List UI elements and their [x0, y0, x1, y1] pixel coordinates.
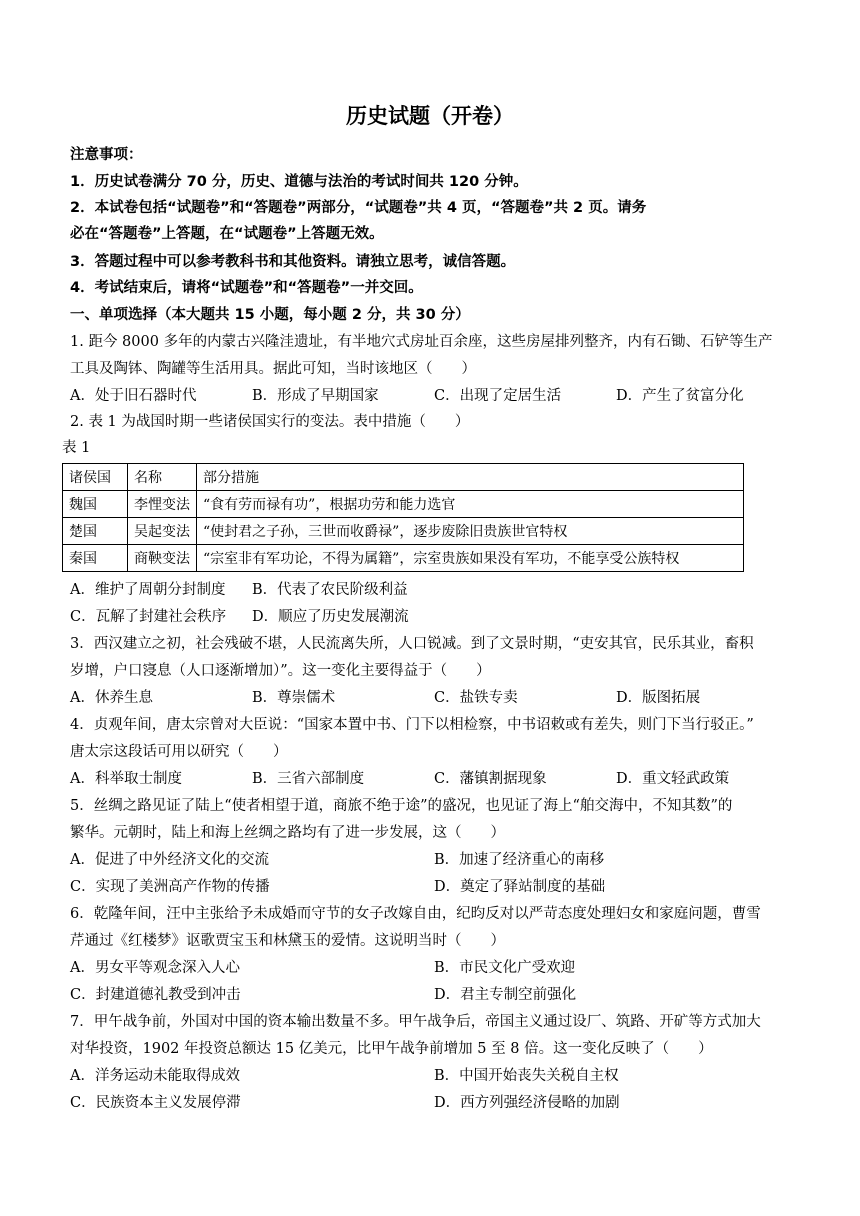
table-cell: 商鞅变法: [128, 545, 197, 572]
q2-option-c: C．瓦解了封建社会秩序: [70, 609, 227, 625]
notice-item: 3．答题过程中可以参考教科书和其他资料。请独立思考，诚信答题。: [70, 254, 516, 270]
question-5-text: 繁华。元朝时，陆上和海上丝绸之路均有了进一步发展，这（ ）: [70, 825, 505, 841]
q6-option-d: D．君主专制空前强化: [434, 987, 577, 1003]
table-cell: “使封君之子孙，三世而收爵禄”，逐步废除旧贵族世官特权: [197, 518, 744, 545]
q5-option-d: D．奠定了驿站制度的基础: [434, 879, 606, 895]
table-header-cell: 诸侯国: [63, 464, 128, 491]
question-6-text: 6．乾隆年间，汪中主张给予未成婚而守节的女子改嫁自由，纪昀反对以严苛态度处理妇女和家庭问题，曹雪: [70, 906, 761, 922]
q4-option-b: B．三省六部制度: [252, 771, 365, 787]
question-4-text: 4．贞观年间，唐太宗曾对大臣说：“国家本置中书、门下以相检察，中书诏敕或有差失，则门下当行驳正。”: [70, 717, 754, 733]
table-header-cell: 部分措施: [197, 464, 744, 491]
question-6-text: 芹通过《红楼梦》讴歌贾宝玉和林黛玉的爱情。这说明当时（ ）: [70, 933, 505, 949]
q3-option-a: A．休养生息: [70, 690, 153, 706]
q7-option-c: C．民族资本主义发展停滞: [70, 1095, 241, 1111]
question-4-text: 唐太宗这段话可用以研究（ ）: [70, 744, 288, 760]
section-heading: 一、单项选择（本大题共 15 小题，每小题 2 分，共 30 分）: [70, 307, 470, 323]
question-7-text: 对华投资，1902 年投资总额达 15 亿美元，比甲午战争前增加 5 至 8 倍。这一变化反映了（ ）: [70, 1041, 713, 1057]
table-cell: 吴起变法: [128, 518, 197, 545]
notice-heading: 注意事项：: [70, 147, 143, 163]
q1-option-b: B．形成了早期国家: [252, 388, 379, 404]
question-2-text: 2. 表 1 为战国时期一些诸侯国实行的变法。表中措施（ ）: [70, 414, 470, 430]
q3-option-c: C．盐铁专卖: [434, 690, 518, 706]
table-cell: 楚国: [63, 518, 128, 545]
q2-option-a: A．维护了周朝分封制度: [70, 582, 226, 598]
table-cell: 秦国: [63, 545, 128, 572]
page-title: 历史试题（开卷）: [346, 104, 514, 128]
q4-option-c: C．藩镇割据现象: [434, 771, 547, 787]
table-cell: “食有劳而禄有功”，根据功劳和能力选官: [197, 491, 744, 518]
q5-option-b: B．加速了经济重心的南移: [434, 852, 605, 868]
q3-option-b: B．尊崇儒术: [252, 690, 336, 706]
q7-option-b: B．中国开始丧失关税自主权: [434, 1068, 619, 1084]
question-3-text: 岁增，户口寖息（人口逐渐增加）”。这一变化主要得益于（ ）: [70, 663, 491, 679]
table-header-row: [63, 464, 744, 491]
table-header-cell: 名称: [128, 464, 197, 491]
q5-option-a: A．促进了中外经济文化的交流: [70, 852, 269, 868]
notice-item: 2．本试卷包括“试题卷”和“答题卷”两部分，“试题卷”共 4 页，“答题卷”共 2 页。请务: [70, 200, 647, 216]
reform-table: [62, 463, 744, 572]
question-1-text: 1. 距今 8000 多年的内蒙古兴隆洼遗址，有半地穴式房址百余座，这些房屋排列整齐，内有石锄、石铲等生产: [70, 334, 773, 350]
q1-option-a: A．处于旧石器时代: [70, 388, 197, 404]
table-label: 表 1: [62, 440, 91, 456]
q6-option-c: C．封建道德礼教受到冲击: [70, 987, 241, 1003]
notice-item: 必在“答题卷”上答题，在“试题卷”上答题无效。: [70, 226, 384, 242]
table-row: [63, 491, 744, 518]
notice-item: 1．历史试卷满分 70 分，历史、道德与法治的考试时间共 120 分钟。: [70, 174, 528, 190]
q5-option-c: C．实现了美洲高产作物的传播: [70, 879, 270, 895]
q4-option-a: A．科举取士制度: [70, 771, 182, 787]
table-cell: 魏国: [63, 491, 128, 518]
q1-option-c: C．出现了定居生活: [434, 388, 562, 404]
q6-option-a: A．男女平等观念深入人心: [70, 960, 240, 976]
q6-option-b: B．市民文化广受欢迎: [434, 960, 576, 976]
q7-option-d: D．西方列强经济侵略的加剧: [434, 1095, 620, 1111]
question-7-text: 7．甲午战争前，外国对中国的资本输出数量不多。甲午战争后，帝国主义通过设厂、筑路、开矿等方式加大: [70, 1014, 761, 1030]
table-cell: “宗室非有军功论，不得为属籍”，宗室贵族如果没有军功，不能享受公族特权: [197, 545, 744, 572]
q7-option-a: A．洋务运动未能取得成效: [70, 1068, 240, 1084]
notice-item: 4．考试结束后，请将“试题卷”和“答题卷”一并交回。: [70, 280, 423, 296]
table-cell: 李悝变法: [128, 491, 197, 518]
question-1-text: 工具及陶钵、陶罐等生活用具。据此可知，当时该地区（ ）: [70, 361, 476, 377]
q2-option-d: D．顺应了历史发展潮流: [252, 609, 409, 625]
q4-option-d: D．重文轻武政策: [616, 771, 730, 787]
question-3-text: 3．西汉建立之初，社会残破不堪，人民流离失所，人口锐减。到了文景时期，“吏安其官，民乐其业，畜积: [70, 636, 754, 652]
question-5-text: 5．丝绸之路见证了陆上“使者相望于道，商旅不绝于途”的盛况，也见证了海上“舶交海中，不知其数”的: [70, 798, 733, 814]
q3-option-d: D．版图拓展: [616, 690, 701, 706]
q2-option-b: B．代表了农民阶级利益: [252, 582, 408, 598]
table-row: [63, 518, 744, 545]
q1-option-d: D．产生了贫富分化: [616, 388, 744, 404]
table-row: [63, 545, 744, 572]
